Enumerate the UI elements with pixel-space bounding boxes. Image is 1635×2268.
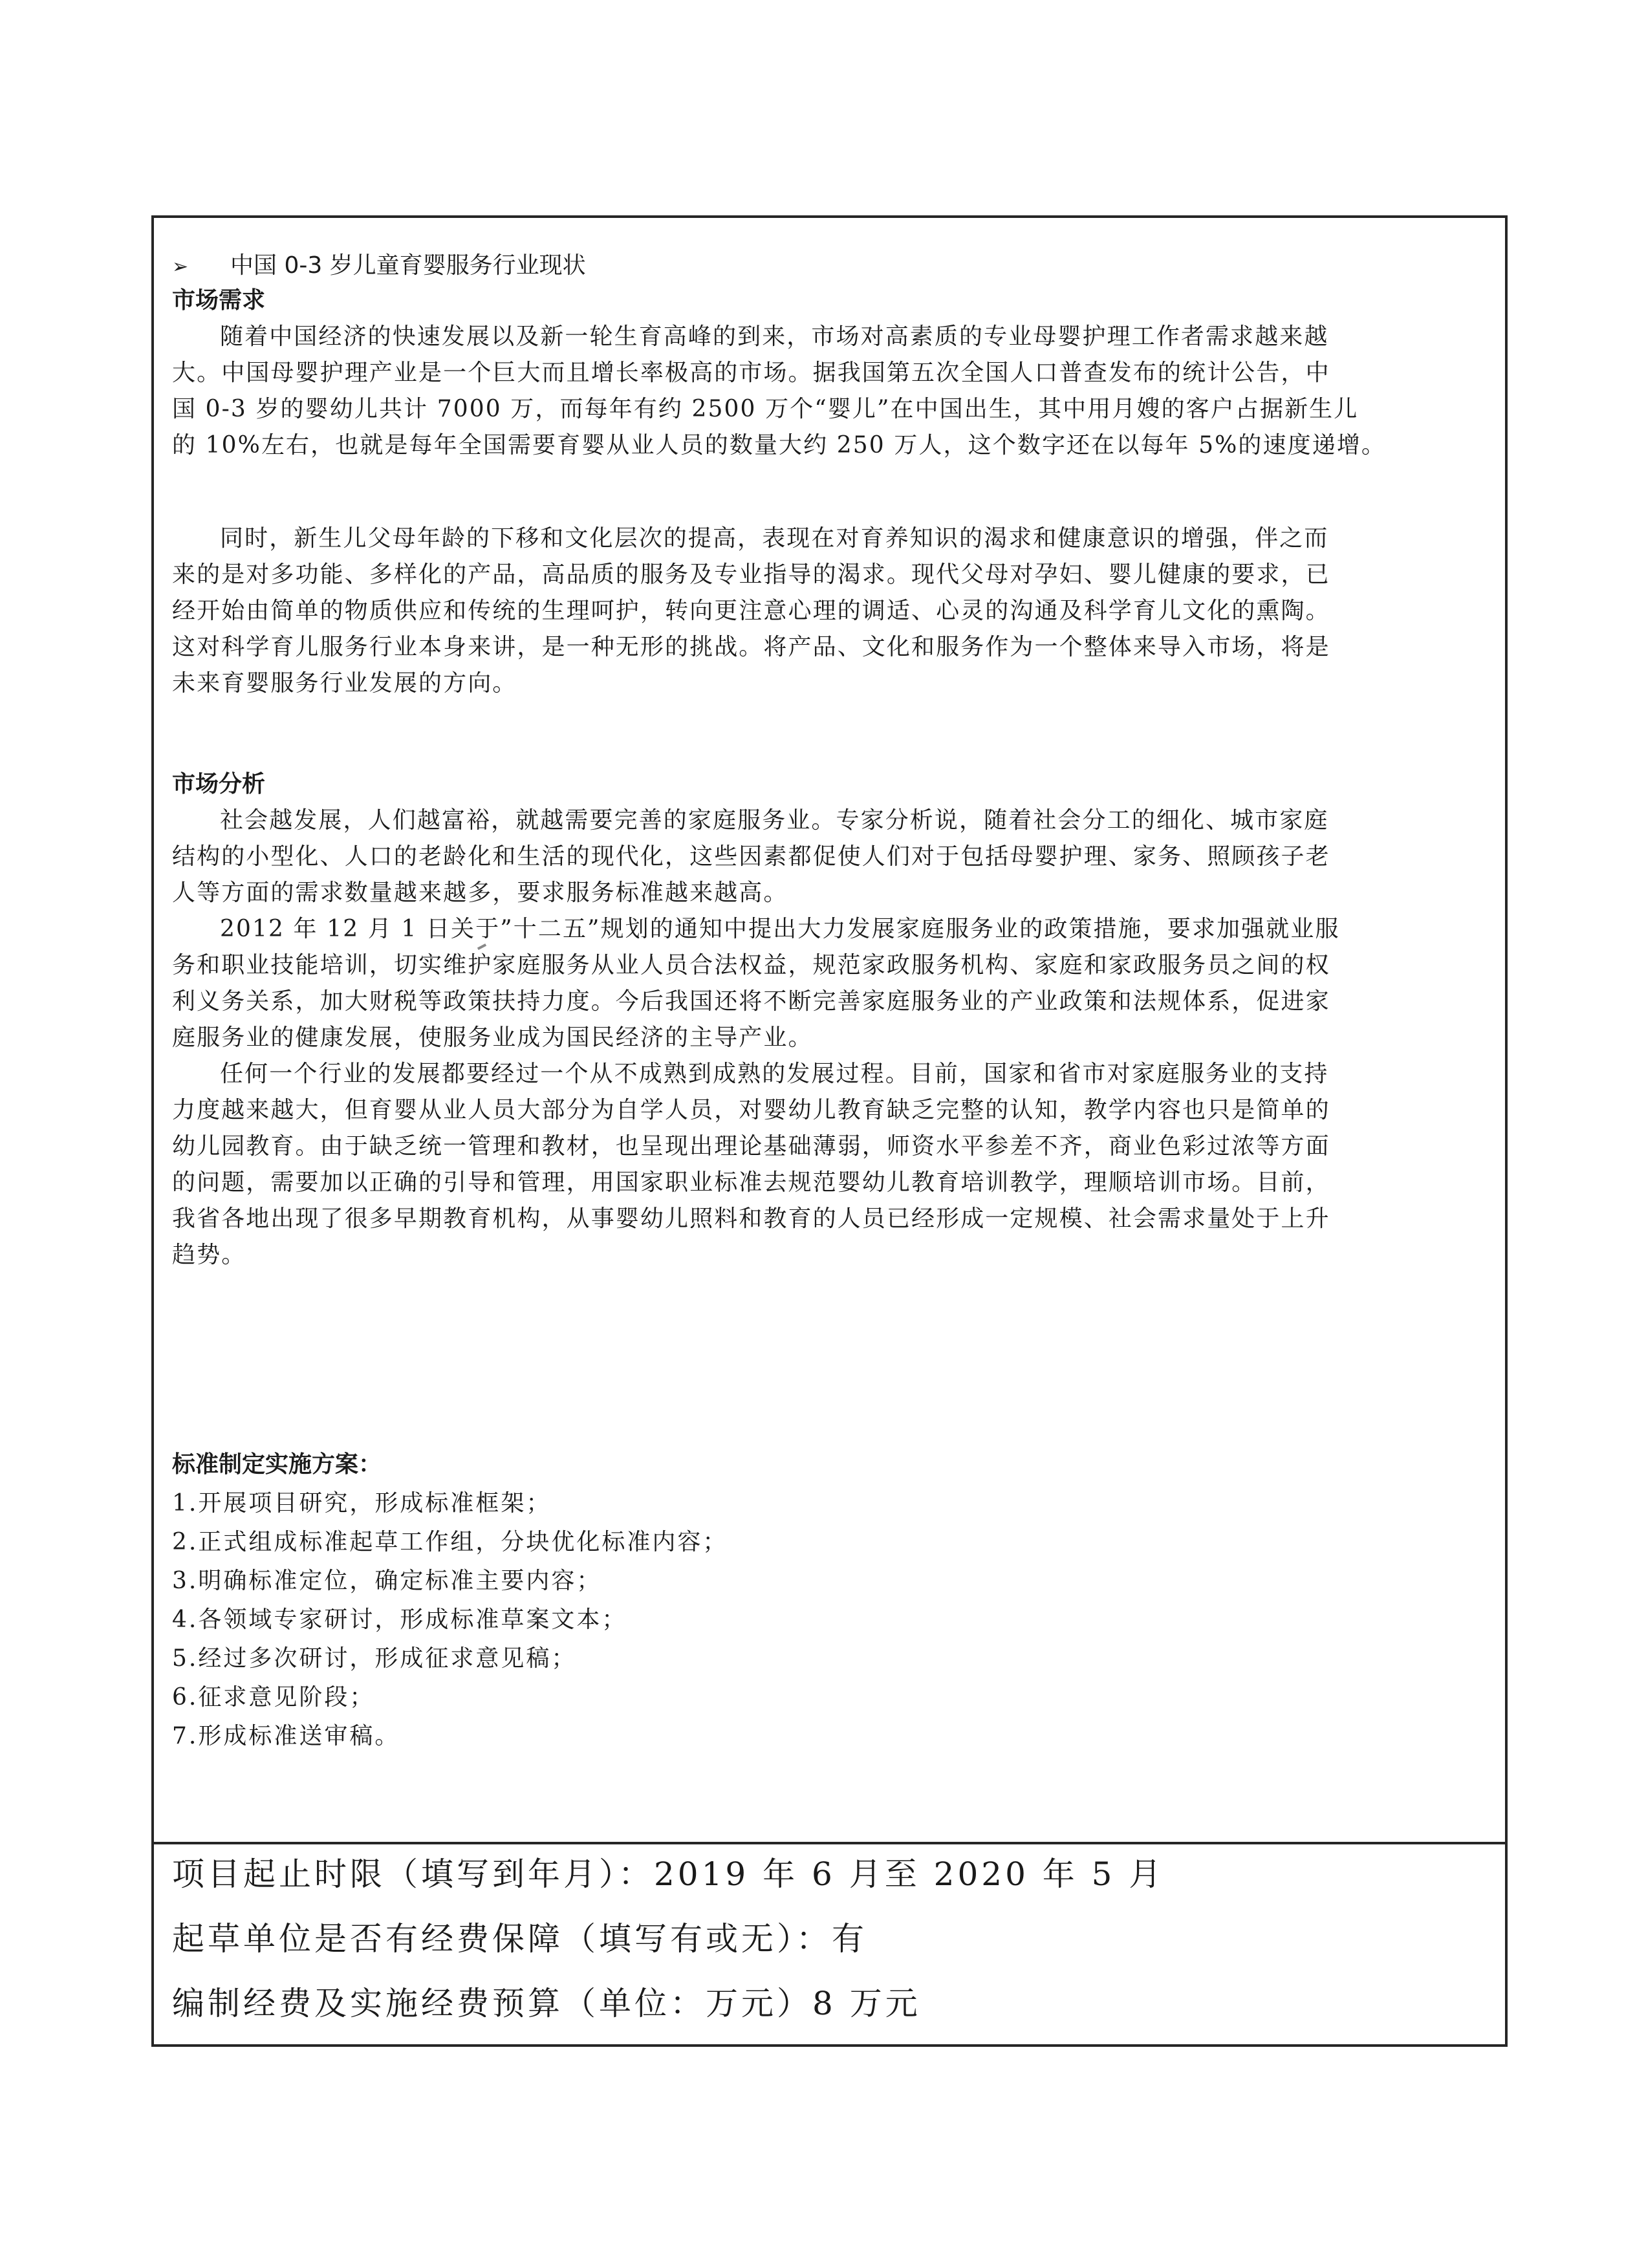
paragraph-line: 2012 年 12 月 1 日关于”十二五”规划的通知中提出大力发展家庭服务业的政策措施，要求加强就业服: [220, 916, 1340, 942]
section-title: 中国 0-3 岁儿童育婴服务行业现状: [230, 252, 586, 279]
paragraph-line: 庭服务业的健康发展，使服务业成为国民经济的主导产业。: [172, 1024, 813, 1051]
paragraph-line: 这对科学育儿服务行业本身来讲，是一种无形的挑战。将产品、文化和服务作为一个整体来导入市场，将是: [172, 634, 1330, 660]
paragraph-line: 趋势。: [172, 1242, 246, 1268]
market-demand-heading: 市场需求: [172, 287, 266, 314]
paragraph-line: 国 0-3 岁的婴幼儿共计 7000 万，而每年有约 2500 万个“婴儿”在中国出生，其中用月嫂的客户占据新生儿: [172, 396, 1359, 422]
market-analysis-heading: 市场分析: [172, 771, 266, 797]
paragraph-line: 力度越来越大，但育婴从业人员大部分为自学人员，对婴幼儿教育缺乏完整的认知，教学内容也只是简单的: [172, 1097, 1330, 1123]
paragraph-line: 社会越发展，人们越富裕，就越需要完善的家庭服务业。专家分析说，随着社会分工的细化、城市家庭: [220, 807, 1329, 834]
paragraph-line: 大。中国母婴护理产业是一个巨大而且增长率极高的市场。据我国第五次全国人口普查发布的统计公告，中: [172, 360, 1330, 386]
plan-list-item: 6.征求意见阶段；: [172, 1684, 375, 1711]
plan-list-item: 5.经过多次研讨，形成征求意见稿；: [172, 1645, 577, 1672]
paragraph-line: 利义务关系，加大财税等政策扶持力度。今后我国还将不断完善家庭服务业的产业政策和法规体系，促进家: [172, 988, 1330, 1015]
plan-list-item: 7.形成标准送审稿。: [172, 1723, 400, 1749]
arrow-bullet-icon: ➢: [172, 255, 189, 278]
plan-heading: 标准制定实施方案：: [172, 1451, 382, 1478]
project-period: 项目起止时限（填写到年月）：2019 年 6 月至 2020 年 5 月: [172, 1855, 1165, 1893]
paragraph-line: 务和职业技能培训，切实维护家庭服务从业人员合法权益，规范家政服务机构、家庭和家政服务员之间的权: [172, 952, 1330, 978]
paragraph-line: 任何一个行业的发展都要经过一个从不成熟到成熟的发展过程。目前，国家和省市对家庭服务业的支持: [220, 1061, 1329, 1087]
budget: 编制经费及实施经费预算（单位：万元）8 万元: [172, 1985, 921, 2022]
funding-guarantee: 起草单位是否有经费保障（填写有或无）：有: [172, 1920, 867, 1958]
paragraph-line: 的 10%左右，也就是每年全国需要育婴从业人员的数量大约 250 万人，这个数字还在以每年 5%的速度递增。: [172, 432, 1387, 459]
plan-list-item: 3.明确标准定位，确定标准主要内容；: [172, 1568, 602, 1594]
paragraph-line: 人等方面的需求数量越来越多，要求服务标准越来越高。: [172, 880, 788, 906]
paragraph-line: 我省各地出现了很多早期教育机构，从事婴幼儿照料和教育的人员已经形成一定规模、社会需求量处于上升: [172, 1205, 1330, 1232]
content-cell: [154, 218, 1505, 1844]
paragraph-line: 幼儿园教育。由于缺乏统一管理和教材，也呈现出理论基础薄弱，师资水平参差不齐，商业色彩过浓等方面: [172, 1133, 1330, 1160]
plan-list-item: 2.正式组成标准起草工作组，分块优化标准内容；: [172, 1529, 728, 1555]
paragraph-line: 结构的小型化、人口的老龄化和生活的现代化，这些因素都促使人们对于包括母婴护理、家务、照顾孩子老: [172, 843, 1330, 870]
footer-cell: [154, 1844, 1505, 2044]
paragraph-line: 随着中国经济的快速发展以及新一轮生育高峰的到来，市场对高素质的专业母婴护理工作者需求越来越: [220, 323, 1329, 350]
paragraph-line: 经开始由简单的物质供应和传统的生理呵护，转向更注意心理的调适、心灵的沟通及科学育儿文化的熏陶。: [172, 598, 1330, 624]
paragraph-line: 的问题，需要加以正确的引导和管理，用国家职业标准去规范婴幼儿教育培训教学，理顺培训市场。目前，: [172, 1169, 1330, 1196]
plan-list-item: 4.各领域专家研讨，形成标准草案文本；: [172, 1606, 627, 1633]
form-table: [151, 215, 1508, 2047]
section-title-row: [172, 248, 586, 285]
paragraph-line: 来的是对多功能、多样化的产品，高品质的服务及专业指导的渴求。现代父母对孕妇、婴儿健康的要求，已: [172, 561, 1330, 588]
paragraph-line: 未来育婴服务行业发展的方向。: [172, 670, 517, 697]
plan-list-item: 1.开展项目研究，形成标准框架；: [172, 1490, 552, 1517]
paragraph-line: 同时，新生儿父母年龄的下移和文化层次的提高，表现在对育养知识的渴求和健康意识的增强，伴之而: [220, 525, 1329, 552]
